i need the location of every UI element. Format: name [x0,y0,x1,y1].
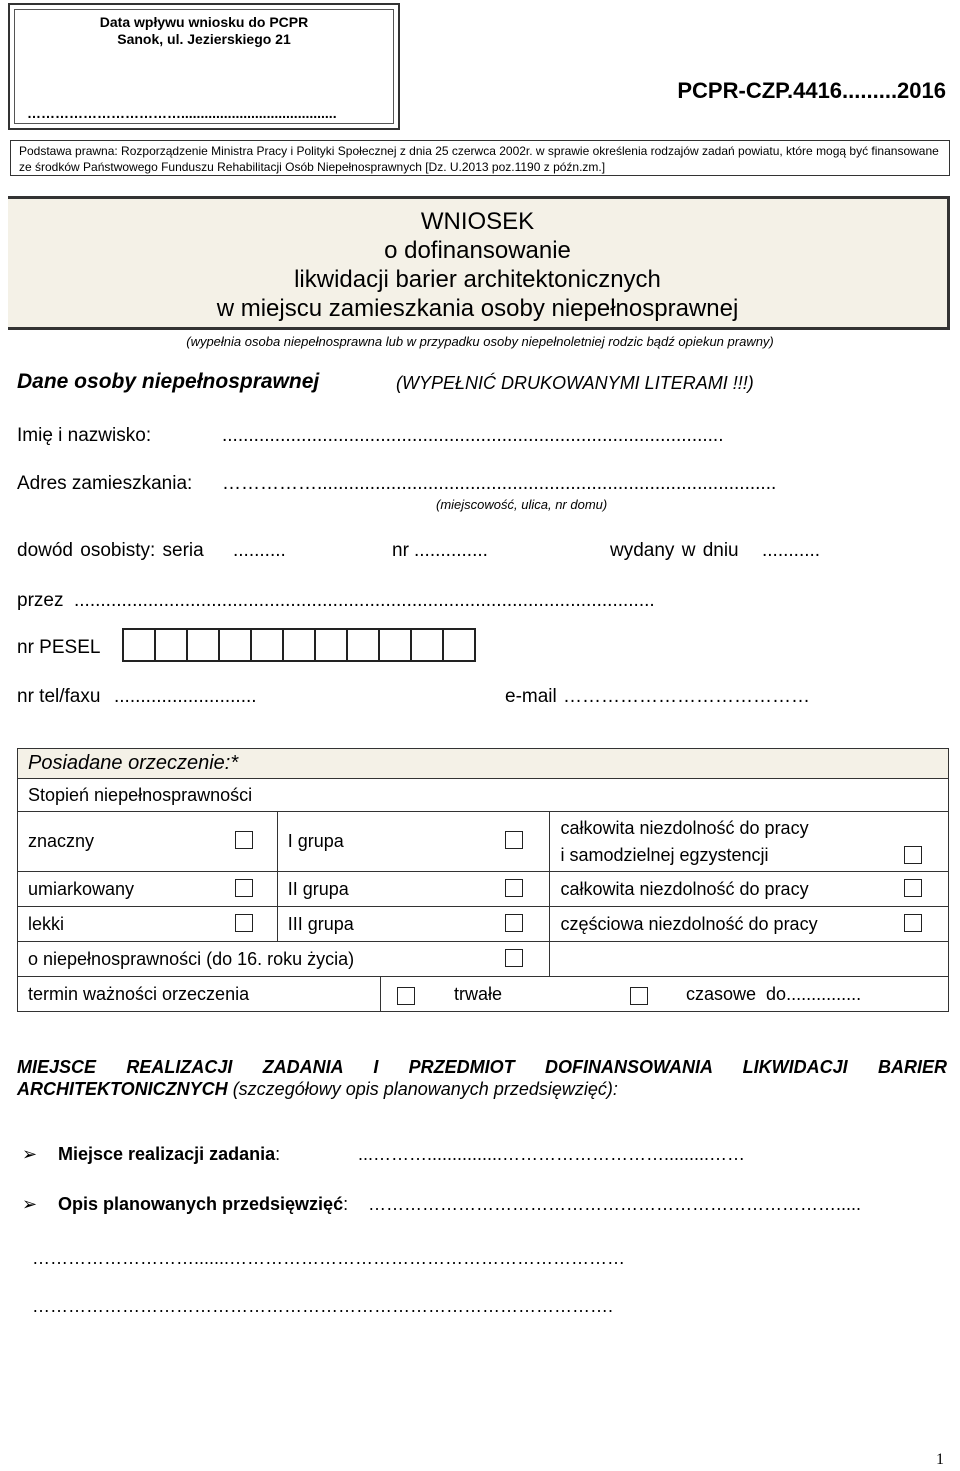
bullet-arrow-icon: ➢ [22,1144,38,1164]
bullet-arrow-icon-2: ➢ [22,1194,38,1214]
pesel-digit-cell[interactable] [314,628,348,662]
title-line-2: o dofinansowanie [384,237,571,264]
partial-incapacity-checkbox[interactable] [904,914,922,932]
case-signature: PCPR-CZP.4416.........2016 [677,78,946,103]
fill-note: (wypełnia osoba niepełnosprawna lub w przypadku osoby niepełnoletniej rodzic bądź opiekun prawny) [186,334,774,349]
realization-header-line1: MIEJSCE REALIZACJI ZADANIA I PRZEDMIOT DOFINANSOWANIA LIKWIDACJI BARIER [17,1057,947,1077]
address-hint: (miejscowość, ulica, nr domu) [436,497,608,512]
name-field[interactable]: ............................................................................................... [222,425,724,446]
degree-lekki-label: lekki [28,913,65,934]
group-3-label: III grupa [287,913,354,934]
temporary-label [686,984,861,1005]
cell-child-empty [550,942,949,977]
temporary-label-text: czasowe do [686,984,787,1004]
pesel-digit-cell[interactable] [154,628,188,662]
id-label: dowód osobisty: seria [17,540,204,561]
stamp-line-2: Sanok, ul. Jezierskiego 21 [117,31,291,47]
id-nr-label: nr [392,540,409,561]
phone-field[interactable]: ........................... [114,686,257,707]
realization-header-note: (szczegółowy opis planowanych przedsięwzięć): [232,1079,618,1099]
group-2-checkbox[interactable] [505,879,523,897]
total-incapacity-selfcare-row2 [560,842,938,869]
degree-znaczny-label: znaczny [28,831,95,851]
pesel-digit-cell[interactable] [186,628,220,662]
pesel-grid[interactable] [124,628,476,662]
address-label: Adres zamieszkania: [17,473,193,494]
cell-znaczny [18,812,278,872]
cell-total-incapacity [550,872,949,907]
receipt-stamp-box [8,3,400,130]
title-line-3: likwidacji barier architektonicznych [294,266,661,293]
form-title-box [8,196,950,330]
desc-label: Opis planowanych przedsięwzięć [58,1194,344,1214]
pesel-digit-cell[interactable] [250,628,284,662]
title-line-1: WNIOSEK [420,208,535,235]
stamp-dots[interactable]: ……………………………........................................ [27,105,337,121]
degree-znaczny-checkbox[interactable] [235,831,253,849]
temporary-date-field[interactable]: ............... [786,984,862,1004]
group-1-checkbox[interactable] [505,831,523,849]
degree-umiarkowany-label: umiarkowany [28,878,135,899]
issued-by-field[interactable]: .............................................................................................................. [74,590,655,611]
validity-row [18,977,949,1012]
receipt-stamp-inner [14,9,394,124]
desc-colon: : [343,1194,349,1214]
personal-section-note: (WYPEŁNIĆ DRUKOWANYMI LITERAMI !!!) [396,373,754,393]
title-line-4: w miejscu zamieszkania osoby niepełnosprawnej [216,295,739,322]
id-issued-field[interactable]: ........... [762,540,821,561]
degree-lekki-checkbox[interactable] [235,914,253,932]
permanent-checkbox[interactable] [397,987,415,1005]
partial-incapacity-label: częściowa niezdolność do pracy [560,913,818,934]
temporary-checkbox[interactable] [630,987,648,1005]
cell-group-2 [277,872,550,907]
certificate-header: Posiadane orzeczenie:* [18,749,949,779]
personal-section-title: Dane osoby niepełnosprawnej [17,370,320,393]
child-checkbox[interactable] [505,949,523,967]
certificate-table [17,748,949,1012]
total-incapacity-selfcare-checkbox[interactable] [904,846,922,864]
pesel-digit-cell[interactable] [410,628,444,662]
validity-divider [380,977,381,1011]
id-series-field[interactable]: .......... [233,540,286,561]
pesel-digit-cell[interactable] [378,628,412,662]
child-label: o niepełnosprawności (do 16. roku życia) [28,948,355,969]
pesel-label: nr PESEL [17,637,101,658]
cell-child [18,942,550,977]
pesel-digit-cell[interactable] [442,628,476,662]
total-incapacity-selfcare-line2: i samodzielnej egzystencji [560,844,769,865]
group-3-checkbox[interactable] [505,914,523,932]
desc-field[interactable]: ……………………………………………………………………..... [368,1194,862,1214]
pesel-digit-cell[interactable] [346,628,380,662]
group-1-label: I grupa [287,831,344,851]
desc-line-2[interactable]: ……………………………………………………………………………………. [32,1296,614,1316]
email-label: e-mail [505,686,557,707]
degree-label: Stopień niepełnosprawności [18,779,949,812]
place-label: Miejsce realizacji zadania [58,1144,276,1164]
email-field[interactable]: ………………………………… [563,686,810,707]
place-field[interactable]: ...………...............……………………….........…… [358,1144,746,1164]
address-field[interactable]: ……………....................................................................................... [222,473,777,494]
total-incapacity-label: całkowita niezdolność do pracy [560,878,809,899]
place-colon: : [275,1144,281,1164]
realization-header-bold2: ARCHITEKTONICZNYCH [17,1079,228,1099]
id-nr-field[interactable]: .............. [414,540,488,561]
id-issued-label: wydany w dniu [610,540,739,561]
legal-basis: Podstawa prawna: Rozporządzenie Ministra Pracy i Polityki Społecznej z dnia 25 czerwca 2002r. w sprawie określenia rodzajów zadań powiatu, które mogą być finansowane ze środków Państwowego Funduszu Rehabilitacji Osób Niepełnosprawnych [Dz. U.2013 poz.1190 z późn.zm.] [10,140,950,176]
desc-label-wrap [58,1194,348,1215]
degree-umiarkowany-checkbox[interactable] [235,879,253,897]
pesel-digit-cell[interactable] [218,628,252,662]
cell-lekki [18,907,278,942]
name-label: Imię i nazwisko: [17,425,152,446]
page-number: 1 [936,1451,944,1468]
permanent-label: trwałe [454,984,503,1004]
group-2-label: II grupa [287,878,349,899]
validity-label: termin ważności orzeczenia [28,983,250,1004]
cell-umiarkowany [18,872,278,907]
place-label-wrap [58,1144,280,1165]
cell-partial-incapacity [550,907,949,942]
stamp-line-1: Data wpływu wniosku do PCPR [99,14,309,30]
desc-line-1[interactable]: ……………………….......………………………………………………………… [32,1248,626,1268]
cell-total-incapacity-selfcare [550,812,949,872]
cell-group-3 [277,907,550,942]
phone-label: nr tel/faxu [17,686,101,707]
pesel-digit-cell[interactable] [122,628,156,662]
issued-by-label: przez [17,590,64,611]
realization-header-line2 [17,1078,947,1100]
pesel-digit-cell[interactable] [282,628,316,662]
total-incapacity-selfcare-line1: całkowita niezdolność do pracy [560,817,809,838]
realization-section [17,1056,947,1100]
cell-group-1 [277,812,550,872]
total-incapacity-checkbox[interactable] [904,879,922,897]
